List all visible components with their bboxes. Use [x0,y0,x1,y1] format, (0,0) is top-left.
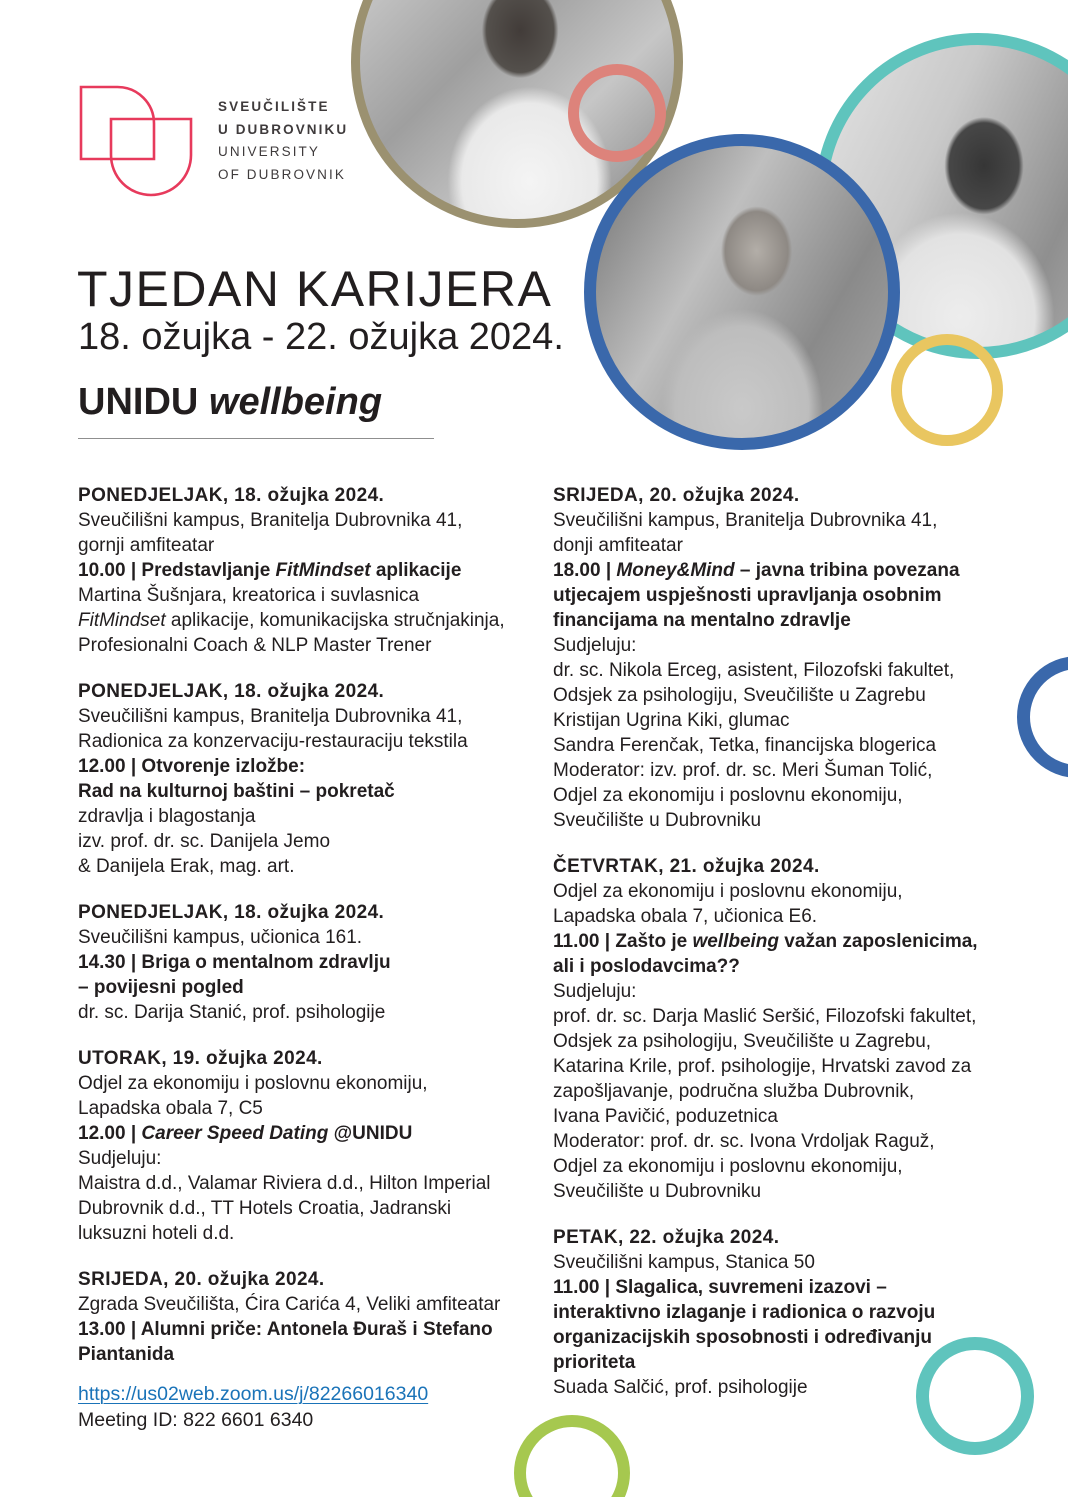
event-line: Suada Salčić, prof. psihologije [553,1377,808,1398]
poster-subtitle [78,381,382,424]
event-line: izv. prof. dr. sc. Danijela Jemo [78,831,331,852]
event-line: Lapadska obala 7, učionica E6. [553,906,818,927]
event-line: 13.00 | Alumni priče: Antonela Đuraš i Stefano [78,1319,493,1340]
unidu-logo-icon [74,82,196,200]
event-line: Katarina Krile, prof. psihologije, Hrvatski zavod za [553,1056,972,1077]
event-line: dr. sc. Darija Stanić, prof. psihologije [78,1002,386,1023]
event-line: Sveučilišni kampus, učionica 161. [78,927,363,948]
event-day-heading: ČETVRTAK, 21. ožujka 2024. [553,856,820,877]
event-block [553,1225,1015,1400]
event-line: Odjel za ekonomiju i poslovnu ekonomiju, [553,881,903,902]
event-line: 12.00 | Career Speed Dating @UNIDU [78,1123,413,1144]
event-line: Kristijan Ugrina Kiki, glumac [553,710,790,731]
event-block [553,483,1015,833]
event-line: Ivana Pavičić, poduzetnica [553,1106,778,1127]
event-line: Profesionalni Coach & NLP Master Trener [78,635,432,656]
event-line: Sveučilišni kampus, Branitelja Dubrovnika 41, [78,510,463,531]
university-name-line: OF DUBROVNIK [218,166,346,182]
event-line: 11.00 | Zašto je wellbeing važan zaposlenicima, [553,931,978,952]
event-line: Lapadska obala 7, C5 [78,1098,263,1119]
event-line: Sveučilišni kampus, Branitelja Dubrovnika 41, [78,706,463,727]
event-line: Zgrada Sveučilišta, Ćira Carića 4, Veliki amfiteatar [78,1294,501,1315]
event-line: FitMindset aplikacije, komunikacijska stručnjakinja, [78,610,505,631]
photo-circle-woman-tablet [584,134,900,450]
event-line: Moderator: prof. dr. sc. Ivona Vrdoljak Raguž, [553,1131,935,1152]
events-column-right [553,483,1015,1421]
event-line: 10.00 | Predstavljanje FitMindset aplikacije [78,560,462,581]
page-title: TJEDAN KARIJERA [77,261,553,317]
event-day-heading: SRIJEDA, 20. ožujka 2024. [553,485,800,506]
event-line: Odsjek za psihologiju, Sveučilište u Zagrebu [553,685,926,706]
event-line: ali i poslodavcima?? [553,956,740,977]
event-line: prof. dr. sc. Darja Maslić Seršić, Filozofski fakultet, [553,1006,977,1027]
event-day-heading: PONEDJELJAK, 18. ožujka 2024. [78,902,385,923]
event-line: Rad na kulturnoj baštini – pokretač [78,781,395,802]
event-line: financijama na mentalno zdravlje [553,610,851,631]
zoom-meeting-info [78,1381,428,1433]
event-line: donji amfiteatar [553,535,683,556]
blue-ring-right-edge [1017,656,1068,778]
events-column-left [78,483,540,1388]
event-line: – povijesni pogled [78,977,244,998]
yellow-ring [891,334,1003,446]
event-line: dr. sc. Nikola Erceg, asistent, Filozofski fakultet, [553,660,955,681]
university-name [218,96,348,186]
event-line: luksuzni hoteli d.d. [78,1223,235,1244]
event-block [78,1046,540,1246]
event-line: Maistra d.d., Valamar Riviera d.d., Hilton Imperial [78,1173,491,1194]
event-line: utjecajem uspješnosti upravljanja osobnim [553,585,942,606]
event-line: Sudjeluju: [553,635,637,656]
event-line: Martina Šušnjara, kreatorica i suvlasnica [78,585,420,606]
event-line: Sveučilište u Dubrovniku [553,810,762,831]
event-date-range: 18. ožujka - 22. ožujka 2024. [78,316,564,358]
event-block [78,679,540,879]
event-line: zdravlja i blagostanja [78,806,256,827]
zoom-link[interactable]: https://us02web.zoom.us/j/82266016340 [78,1383,429,1405]
event-line: & Danijela Erak, mag. art. [78,856,295,877]
event-line: organizacijskih sposobnosti i određivanju [553,1327,933,1348]
event-line: Moderator: izv. prof. dr. sc. Meri Šuman Tolić, [553,760,933,781]
university-name-line: UNIVERSITY [218,144,321,159]
event-day-heading: UTORAK, 19. ožujka 2024. [78,1048,323,1069]
event-day-heading: SRIJEDA, 20. ožujka 2024. [78,1269,325,1290]
event-line: 14.30 | Briga o mentalnom zdravlju [78,952,391,973]
university-name-line: SVEUČILIŠTE [218,99,330,114]
event-line: Odsjek za psihologiju, Sveučilište u Zagrebu, [553,1031,932,1052]
event-line: Sveučilišni kampus, Stanica 50 [553,1252,815,1273]
event-block [78,1267,540,1367]
subtitle-unidu: UNIDU [78,381,199,423]
event-block [553,854,1015,1204]
event-block [78,900,540,1025]
subtitle-wellbeing: wellbeing [208,381,383,423]
event-day-heading: PETAK, 22. ožujka 2024. [553,1227,780,1248]
event-line: 12.00 | Otvorenje izložbe: [78,756,306,777]
event-line: Sandra Ferenčak, Tetka, financijska blogerica [553,735,937,756]
event-line: Sudjeluju: [78,1148,162,1169]
university-name-line: U DUBROVNIKU [218,121,349,137]
event-block [78,483,540,658]
event-line: gornji amfiteatar [78,535,215,556]
event-line: 11.00 | Slagalica, suvremeni izazovi – [553,1277,887,1298]
coral-ring [568,64,666,162]
event-line: Dubrovnik d.d., TT Hotels Croatia, Jadranski [78,1198,452,1219]
event-line: interaktivno izlaganje i radionica o razvoju [553,1302,936,1323]
event-line: Odjel za ekonomiju i poslovnu ekonomiju, [553,1156,903,1177]
event-day-heading: PONEDJELJAK, 18. ožujka 2024. [78,681,385,702]
event-line: Sveučilište u Dubrovniku [553,1181,762,1202]
event-line: 18.00 | Money&Mind – javna tribina povezana [553,560,960,581]
event-line: Radionica za konzervaciju-restauraciju tekstila [78,731,468,752]
green-ring-bottom [514,1415,630,1497]
event-line: Odjel za ekonomiju i poslovnu ekonomiju, [553,785,903,806]
meeting-id: Meeting ID: 822 6601 6340 [78,1409,314,1431]
event-line: Odjel za ekonomiju i poslovnu ekonomiju, [78,1073,428,1094]
event-day-heading: PONEDJELJAK, 18. ožujka 2024. [78,485,385,506]
event-line: prioriteta [553,1352,636,1373]
divider-line [78,438,434,439]
event-line: zapošljavanje, područna služba Dubrovnik, [553,1081,915,1102]
event-line: Sudjeluju: [553,981,637,1002]
event-line: Piantanida [78,1344,175,1365]
event-line: Sveučilišni kampus, Branitelja Dubrovnika 41, [553,510,938,531]
